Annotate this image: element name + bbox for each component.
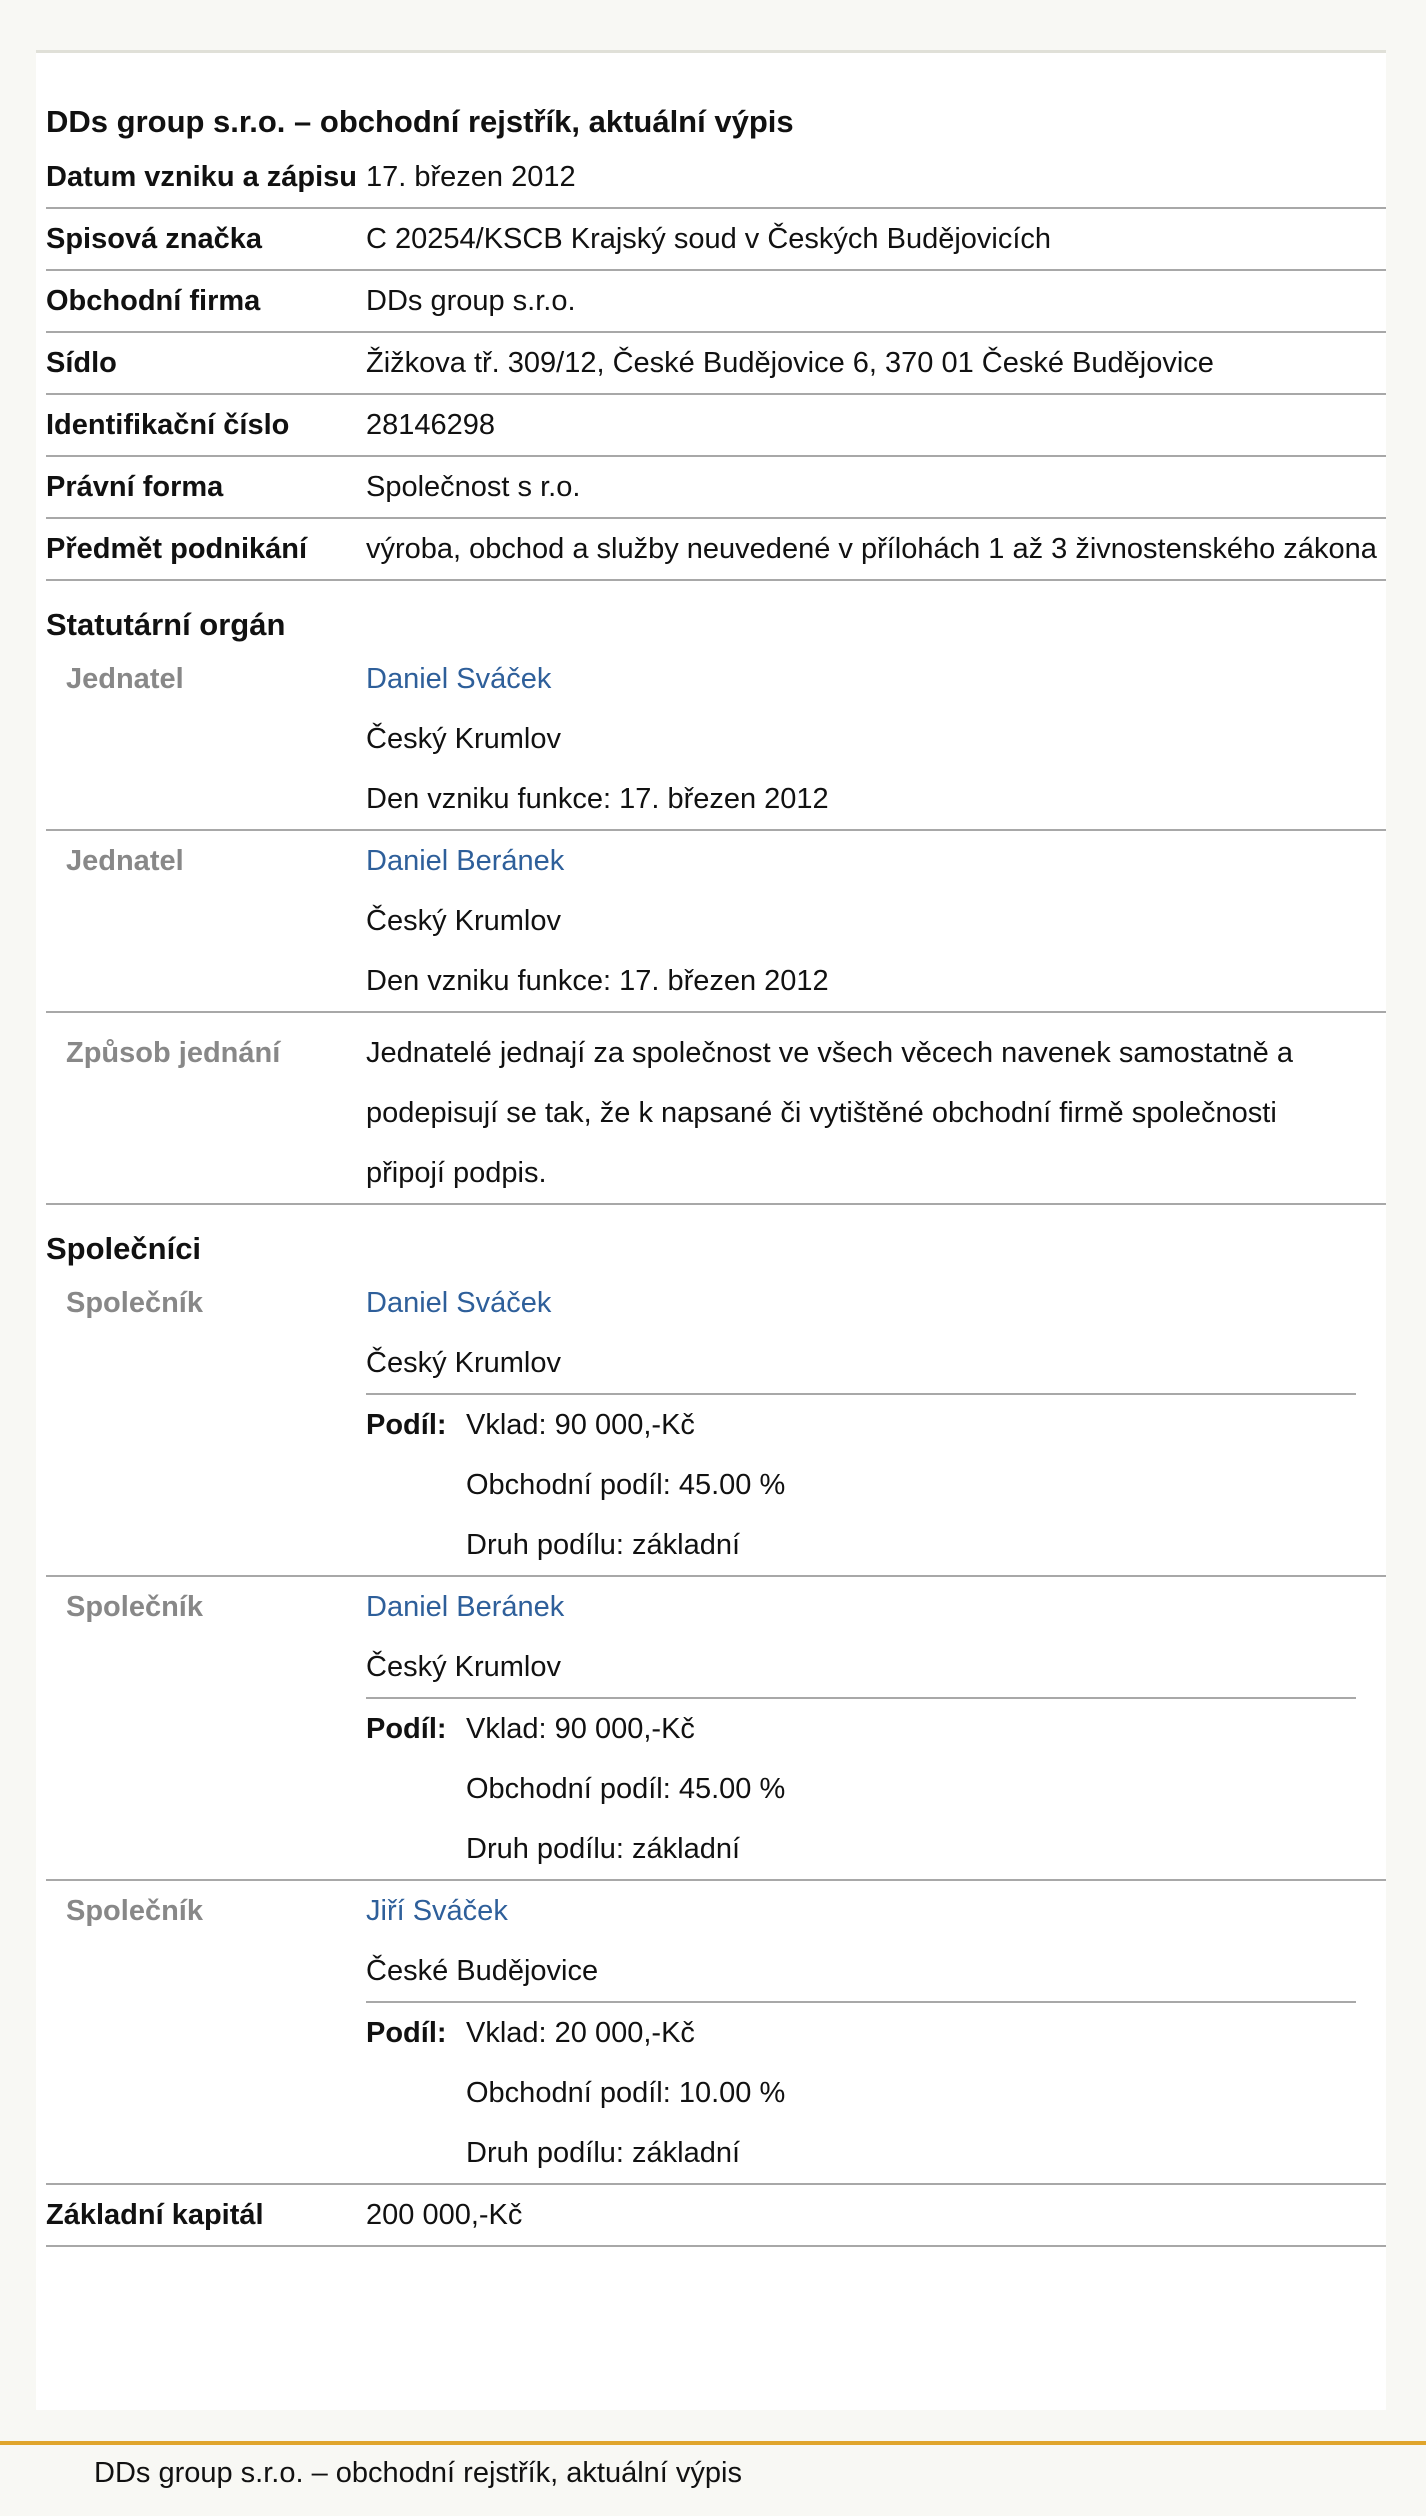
partner-entry [46,1577,1386,1881]
share-kind: Druh podílu: základní [466,1529,741,1561]
partner-name-link[interactable]: Jiří Sváček [366,1895,508,1927]
conduct-label: Způsob jednání [66,1037,281,1069]
row-value: Společnost s r.o. [366,471,581,503]
partner-name-link[interactable]: Daniel Beránek [366,1591,565,1623]
partner-role: Společník [66,1895,203,1927]
row-label: Datum vzniku a zápisu [46,161,358,193]
member-role: Jednatel [66,845,184,877]
row-value: 28146298 [366,409,496,441]
member-name-link[interactable]: Daniel Sváček [366,663,552,695]
member-since: Den vzniku funkce: 17. březen 2012 [366,965,829,997]
row-value: výroba, obchod a služby neuvedené v přílohách 1 až 3 živnostenského zákona [366,533,1377,565]
row-business-scope [46,519,1386,581]
page-footer [0,2441,1426,2516]
partner-share [366,1697,1356,1879]
partner-city: Český Krumlov [366,1347,561,1379]
partner-entry [46,1273,1386,1577]
member-city: Český Krumlov [366,905,561,937]
partner-role: Společník [66,1287,203,1319]
member-role: Jednatel [66,663,184,695]
row-value: 17. březen 2012 [366,161,576,193]
member-info [366,831,1386,1011]
statutory-member [46,831,1386,1013]
member-info [366,649,1386,829]
member-since: Den vzniku funkce: 17. březen 2012 [366,783,829,815]
row-value: Žižkova tř. 309/12, České Budějovice 6, 370 01 České Budějovice [366,347,1214,379]
row-file-number [46,209,1386,271]
page-title: DDs group s.r.o. – obchodní rejstřík, aktuální výpis [46,104,794,139]
share-label: Podíl: [366,1409,447,1441]
row-company-id [46,395,1386,457]
share-percent: Obchodní podíl: 45.00 % [466,1469,786,1501]
partner-entry [46,1881,1386,2185]
row-label: Obchodní firma [46,285,261,317]
partner-name-link[interactable]: Daniel Sváček [366,1287,552,1319]
register-content [46,53,1386,2247]
share-percent: Obchodní podíl: 45.00 % [466,1773,786,1805]
statutory-heading: Statutární orgán [46,607,286,642]
partner-info [366,1273,1386,1575]
row-value: C 20254/KSCB Krajský soud v Českých Budějovicích [366,223,1052,255]
share-kind: Druh podílu: základní [466,2137,741,2169]
share-kind: Druh podílu: základní [466,1833,741,1865]
row-registered-capital [46,2185,1386,2247]
share-label: Podíl: [366,2017,447,2049]
partner-city: České Budějovice [366,1955,599,1987]
statutory-member [46,649,1386,831]
row-label: Sídlo [46,347,117,379]
partner-info [366,1577,1386,1879]
row-address [46,333,1386,395]
share-values [466,2003,785,2183]
partner-share [366,1393,1356,1575]
share-label: Podíl: [366,1713,447,1745]
partner-share [366,2001,1356,2183]
row-founding-date [46,147,1386,209]
share-deposit: Vklad: 20 000,-Kč [466,2017,695,2049]
row-value: 200 000,-Kč [366,2199,523,2231]
footer-text: DDs group s.r.o. – obchodní rejstřík, aktuální výpis [94,2457,742,2489]
share-percent: Obchodní podíl: 10.00 % [466,2077,786,2109]
row-label: Právní forma [46,471,224,503]
partner-city: Český Krumlov [366,1651,561,1683]
member-name-link[interactable]: Daniel Beránek [366,845,565,877]
conduct-row [46,1013,1386,1205]
register-card [36,50,1386,2410]
partner-role: Společník [66,1591,203,1623]
share-values [466,1395,785,1575]
row-label: Identifikační číslo [46,409,290,441]
row-value: DDs group s.r.o. [366,285,576,317]
row-label: Předmět podnikání [46,533,308,565]
conduct-text: Jednatelé jednají za společnost ve všech věcech navenek samostatně a podepisují se tak, že k napsané či vytištěné obchodní firmě společnosti připojí podpis. [366,1037,1293,1189]
partner-info [366,1881,1386,2183]
row-label: Spisová značka [46,223,262,255]
row-company-name [46,271,1386,333]
row-legal-form [46,457,1386,519]
share-values [466,1699,785,1879]
partners-heading: Společníci [46,1231,202,1266]
member-city: Český Krumlov [366,723,561,755]
share-deposit: Vklad: 90 000,-Kč [466,1409,695,1441]
row-label: Základní kapitál [46,2199,264,2231]
share-deposit: Vklad: 90 000,-Kč [466,1713,695,1745]
